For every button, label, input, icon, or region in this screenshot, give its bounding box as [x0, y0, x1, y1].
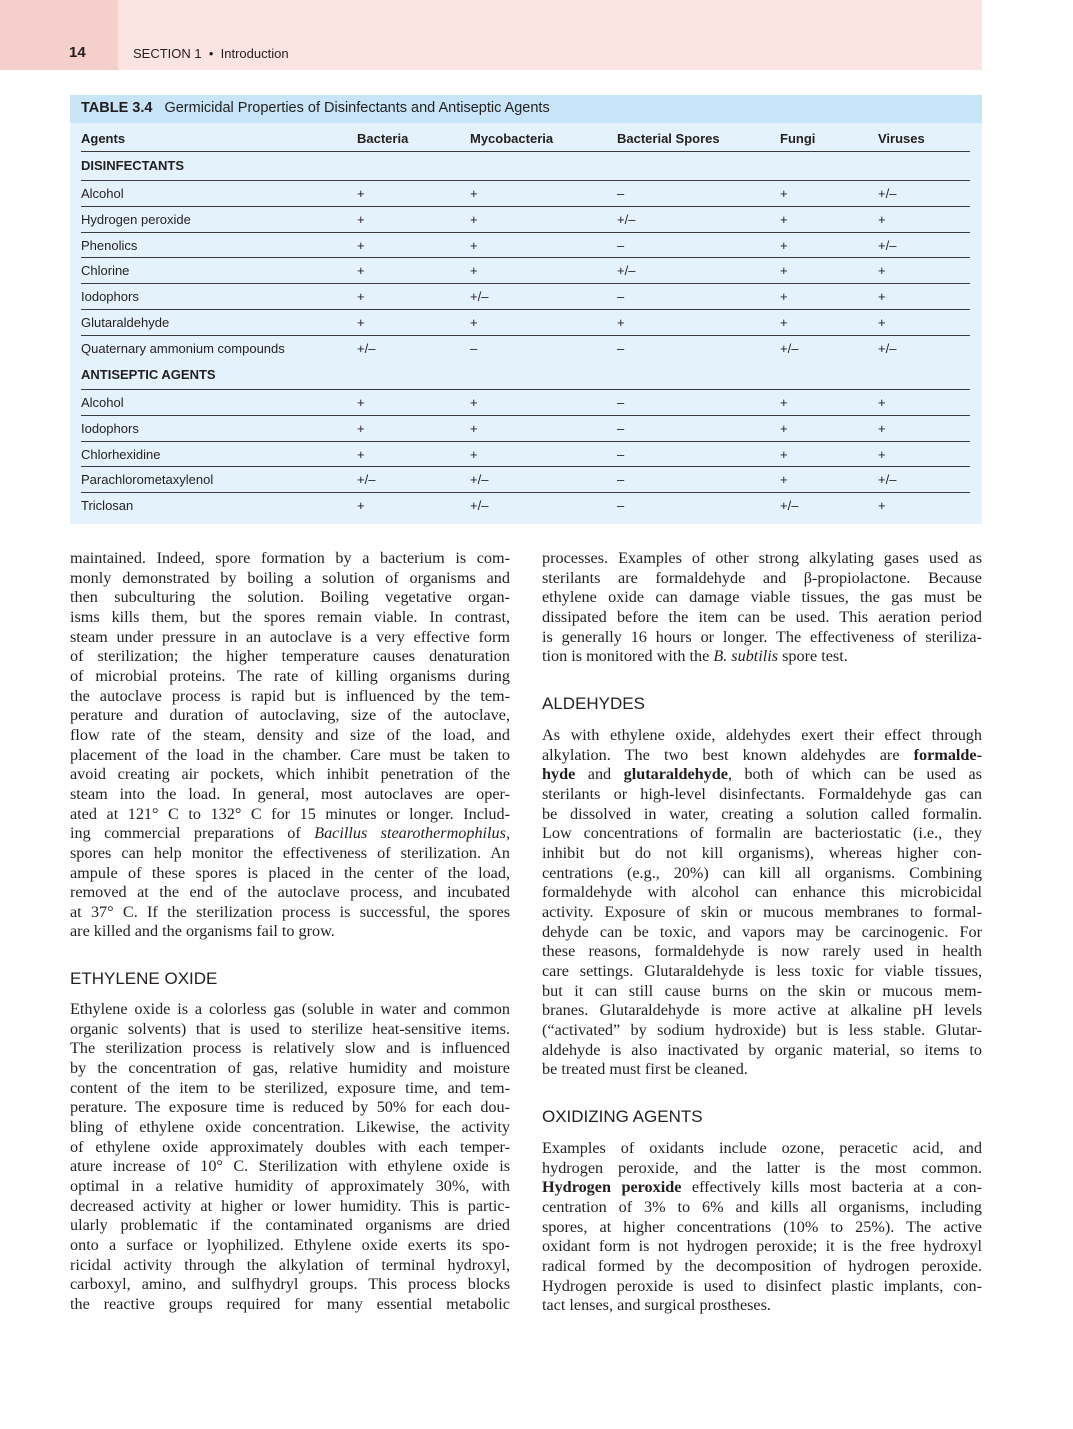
text-line: carboxyl, amino, and sulfhydryl groups. This process blocks	[70, 1275, 510, 1294]
text-line: alkylation. The two best known aldehydes are formalde-	[542, 745, 982, 764]
text-line: avoid creating air pockets, which inhibit penetration of the	[70, 765, 510, 784]
table-cell-value: +	[780, 289, 788, 305]
text-line: dissipated before the item can be used. This aeration period	[542, 607, 982, 626]
text-line: spores can help monitor the effectiveness of sterilization. An	[70, 843, 510, 862]
table-label: TABLE 3.4	[81, 100, 153, 116]
table-cell-value: +	[470, 186, 478, 201]
text-line: sterilants or high-level disinfectants. Formaldehyde gas can	[542, 784, 982, 803]
table-row	[81, 283, 970, 309]
table-cell-agent: Iodophors	[81, 289, 139, 305]
text-line: the autoclave process is rapid but is influenced by the tem-	[70, 686, 510, 705]
table-cell-value: +	[780, 395, 788, 410]
table-cell-value: +	[878, 498, 886, 514]
table-cell-value: +/–	[780, 498, 799, 514]
text-line: hydrogen peroxide, and the latter is the most common.	[542, 1158, 982, 1177]
table-cell-value: +	[357, 420, 365, 436]
text-line: sterilants are formaldehyde and β-propiolactone. Because	[542, 568, 982, 587]
heading-oxidizing-agents: OXIDIZING AGENTS	[542, 1107, 703, 1126]
table-cell-value: +	[357, 315, 365, 330]
col-header-fungi: Fungi	[780, 131, 816, 146]
paragraph-autoclave	[70, 549, 510, 942]
table-cell-value: +	[357, 211, 365, 227]
table-cell-value: +	[470, 420, 478, 436]
text-line: (“activated” by sodium hydroxide) but is less stable. Glutar-	[542, 1020, 982, 1039]
text-line: ated at 121° C to 132° C for 15 minutes or longer. Includ-	[70, 804, 510, 823]
right-column	[542, 549, 982, 667]
table-row	[81, 335, 970, 361]
left-column	[70, 549, 510, 942]
table-section-label: DISINFECTANTS	[81, 158, 185, 173]
table-cell-value: +/–	[617, 211, 636, 227]
paragraph-alkylating-gases	[542, 549, 982, 647]
table-row	[81, 441, 970, 467]
text-line: perature and duration of autoclaving, size of the autoclave,	[70, 706, 510, 725]
table-cell-agent: Quaternary ammonium compounds	[81, 340, 285, 356]
table-cell-value: +	[357, 289, 365, 305]
table-cell-value: +	[780, 446, 788, 462]
text-line: centrations (e.g., 20%) can kill all organisms. Combining	[542, 863, 982, 882]
paragraph-aldehydes	[542, 785, 982, 1080]
table-cell-value: +	[878, 315, 886, 330]
text-line: Ethylene oxide is a colorless gas (soluble in water and common	[70, 1000, 510, 1018]
text-line: content of the item to be sterilized, exposure time, and tem-	[70, 1078, 510, 1097]
table-cell-agent: Iodophors	[81, 420, 139, 436]
text-line: Low concentrations of formalin are bacteriostatic (i.e., they	[542, 824, 982, 843]
text-line: ampule of these spores is placed in the center of the load,	[70, 863, 510, 882]
table-cell-agent: Chlorine	[81, 263, 130, 279]
text-line: maintained. Indeed, spore formation by a bacterium is com-	[70, 549, 510, 567]
text-line: steam into the load. In general, most autoclaves are oper-	[70, 784, 510, 803]
table-cell-value: –	[617, 498, 625, 514]
table-cell-value: –	[617, 289, 625, 305]
table-cell-agent: Alcohol	[81, 395, 124, 410]
table-cell-value: +	[357, 186, 365, 201]
table-cell-value: –	[617, 472, 625, 488]
text-line: radical formed by the decomposition of hydrogen peroxide.	[542, 1256, 982, 1275]
text-line: ature increase of 10° C. Sterilization with ethylene oxide is	[70, 1157, 510, 1176]
table-cell-value: +	[878, 446, 886, 462]
table-cell-value: +	[470, 263, 478, 279]
table-cell-value: –	[617, 420, 625, 436]
table-cell-value: +	[470, 395, 478, 410]
table-cell-value: +	[780, 420, 788, 436]
text-line: by the concentration of gas, relative humidity and moisture	[70, 1058, 510, 1077]
text-line: be treated must first be cleaned.	[542, 1060, 748, 1079]
col-header-bacterial-spores: Bacterial Spores	[617, 131, 720, 146]
table-row	[81, 257, 970, 283]
text-line: removed at the end of the autoclave process, and incubated	[70, 883, 510, 902]
text-line: spores, at higher concentrations (10% to 25%). The active	[542, 1217, 982, 1236]
table-cell-value: +	[780, 186, 788, 201]
text-line: formaldehyde with alcohol can enhance this microbicidal	[542, 883, 982, 902]
col-header-bacteria: Bacteria	[357, 131, 409, 146]
table-cell-value: +/–	[878, 472, 897, 488]
table-cell-value: –	[470, 340, 478, 356]
table-row	[81, 232, 970, 258]
table-row	[81, 309, 970, 335]
page-number: 14	[69, 44, 86, 61]
text-line: optimal in a relative humidity of approximately 30%, with	[70, 1176, 510, 1195]
table-cell-value: +/–	[617, 263, 636, 279]
table-row	[81, 466, 970, 492]
table-cell-value: +	[780, 237, 788, 253]
text-line: bling of ethylene oxide concentration. Likewise, the activity	[70, 1117, 510, 1136]
table-cell-value: +/–	[878, 237, 897, 253]
table-cell-value: +	[470, 211, 478, 227]
table-cell-agent: Alcohol	[81, 186, 124, 201]
text-line: at 37° C. If the sterilization process is successful, the spores	[70, 902, 510, 921]
table-title	[81, 100, 550, 116]
text-line: ethylene oxide can damage viable tissues, the gas must be	[542, 588, 982, 607]
text-line: onto a surface or lyophilized. Ethylene oxide exerts its spo-	[70, 1235, 510, 1254]
text-line: dehyde can be toxic, and vapors may be carcinogenic. For	[542, 922, 982, 941]
table-cell-value: +/–	[780, 340, 799, 356]
text-line: of sterilization; the higher temperature causes denaturation	[70, 647, 510, 666]
running-head: SECTION 1 • Introduction	[133, 46, 289, 61]
text-line: tact lenses, and surgical prostheses.	[542, 1296, 771, 1315]
text-line: hyde and glutaraldehyde, both of which can be used as	[542, 765, 982, 784]
table-cell-agent: Parachlorometaxylenol	[81, 472, 214, 488]
text-line: care settings. Glutaraldehyde is less toxic for viable tissues,	[542, 961, 982, 980]
text-line: decreased activity at higher or lower humidity. This is partic-	[70, 1196, 510, 1215]
text-line: organic solvents) that is used to sterilize heat-sensitive items.	[70, 1019, 510, 1038]
text-line: of ethylene oxide approximately doubles with each temper-	[70, 1137, 510, 1156]
table-cell-value: +	[470, 446, 478, 462]
text-line: processes. Examples of other strong alkylating gases used as	[542, 549, 982, 567]
table-cell-value: +/–	[878, 186, 897, 201]
text-line: activity. Exposure of skin or mucous membranes to formal-	[542, 902, 982, 921]
text-line: The sterilization process is relatively slow and is influenced	[70, 1039, 510, 1058]
text-line: the reactive groups required for many essential metabolic	[70, 1294, 510, 1313]
col-header-viruses: Viruses	[878, 131, 925, 146]
table-cell-value: +	[780, 315, 788, 330]
text-line: but it can still cause burns on the skin or mucous mem-	[542, 981, 982, 1000]
heading-aldehydes: ALDEHYDES	[542, 694, 645, 713]
table-cell-value: +	[617, 315, 625, 330]
text-line: then subculturing the solution. Boiling vegetative organ-	[70, 588, 510, 607]
table-row	[81, 492, 970, 518]
table-caption: Germicidal Properties of Disinfectants and Antiseptic Agents	[164, 100, 550, 116]
text-line: monly demonstrated by boiling a solution of organisms and	[70, 568, 510, 587]
text-line: be dissolved in water, creating a solution called formalin.	[542, 804, 982, 823]
table-cell-value: +	[878, 211, 886, 227]
paragraph-oxidizing-agents	[542, 1198, 982, 1316]
text-line: Examples of oxidants include ozone, peracetic acid, and	[542, 1139, 982, 1157]
heading-ethylene-oxide: ETHYLENE OXIDE	[70, 969, 218, 988]
table-cell-value: –	[617, 186, 625, 201]
text-line: tion is monitored with the B. subtilis spore test.	[542, 647, 848, 666]
text-line: flow rate of the steam, density and size of the load, and	[70, 725, 510, 744]
table-cell-value: +	[780, 211, 788, 227]
table-cell-value: +/–	[470, 472, 489, 488]
table-cell-value: +	[878, 420, 886, 436]
table-cell-value: +/–	[470, 498, 489, 514]
text-line: is generally 16 hours or longer. The effectiveness of steriliza-	[542, 627, 982, 646]
table-cell-agent: Chlorhexidine	[81, 446, 161, 462]
table-cell-value: +	[357, 395, 365, 410]
table-section-label: ANTISEPTIC AGENTS	[81, 367, 216, 382]
table-row	[81, 415, 970, 441]
table-cell-value: +	[470, 237, 478, 253]
table-cell-agent: Hydrogen peroxide	[81, 211, 191, 227]
text-line: Hydrogen peroxide is used to disinfect plastic implants, con-	[542, 1276, 982, 1295]
page-number-box	[0, 0, 118, 70]
table-row	[81, 180, 970, 206]
table-cell-value: +	[878, 289, 886, 305]
text-line: oxidant form is not hydrogen peroxide; it is the free hydroxyl	[542, 1237, 982, 1256]
table-cell-value: +/–	[878, 340, 897, 356]
table-cell-agent: Phenolics	[81, 237, 138, 253]
text-line: As with ethylene oxide, aldehydes exert their effect through	[542, 726, 982, 744]
table-cell-value: +	[878, 395, 886, 410]
table-cell-agent: Glutaraldehyde	[81, 315, 170, 330]
text-line: of microbial proteins. The rate of killing organisms during	[70, 666, 510, 685]
table-cell-agent: Triclosan	[81, 498, 134, 514]
table-cell-value: +	[470, 315, 478, 330]
table-cell-value: +	[780, 472, 788, 488]
table-cell-value: +	[357, 498, 365, 514]
table-cell-value: +	[357, 446, 365, 462]
text-line: isms kills them, but the spores remain viable. In contrast,	[70, 607, 510, 626]
text-line: ricidal activity through the alkylation of terminal hydroxyl,	[70, 1255, 510, 1274]
table-cell-value: +/–	[357, 340, 376, 356]
table-cell-value: –	[617, 395, 625, 410]
table-cell-value: +	[357, 237, 365, 253]
text-line: aldehyde is also inactivated by organic material, so items to	[542, 1040, 982, 1059]
text-line: centration of 3% to 6% and kills all organisms, including	[542, 1197, 982, 1216]
table-cell-value: –	[617, 446, 625, 462]
table-cell-value: +	[357, 263, 365, 279]
text-line: placement of the load in the chamber. Care must be taken to	[70, 745, 510, 764]
text-line: ularly problematic if the contaminated organisms are dried	[70, 1216, 510, 1235]
table-row	[81, 389, 970, 415]
text-line: inhibit but do not kill organisms), whereas higher con-	[542, 843, 982, 862]
right-column-oxidizing	[542, 1139, 982, 1316]
text-line: these reasons, formaldehyde is now rarely used in health	[542, 942, 982, 961]
table-cell-value: –	[617, 237, 625, 253]
text-line: steam under pressure in an autoclave is a very effective form	[70, 627, 510, 646]
text-line: Hydrogen peroxide effectively kills most bacteria at a con-	[542, 1178, 982, 1197]
col-header-mycobacteria: Mycobacteria	[470, 131, 554, 146]
left-column-lower	[70, 1000, 510, 1315]
table-cell-value: +/–	[470, 289, 489, 305]
table-cell-value: +	[780, 263, 788, 279]
table-cell-value: –	[617, 340, 625, 356]
paragraph-ethylene-oxide	[70, 1000, 510, 1315]
table-header-rule	[81, 151, 970, 152]
table-row	[81, 206, 970, 232]
right-column-aldehydes	[542, 726, 982, 1080]
col-header-agents: Agents	[81, 131, 126, 146]
table-cell-value: +	[878, 263, 886, 279]
text-line: ing commercial preparations of Bacillus stearothermophilus,	[70, 824, 510, 843]
text-line: are killed and the organisms fail to grow.	[70, 922, 335, 941]
table-cell-value: +/–	[357, 472, 376, 488]
text-line: perature. The exposure time is reduced by 50% for each dou-	[70, 1098, 510, 1117]
text-line: branes. Glutaraldehyde is more active at alkaline pH levels	[542, 1001, 982, 1020]
